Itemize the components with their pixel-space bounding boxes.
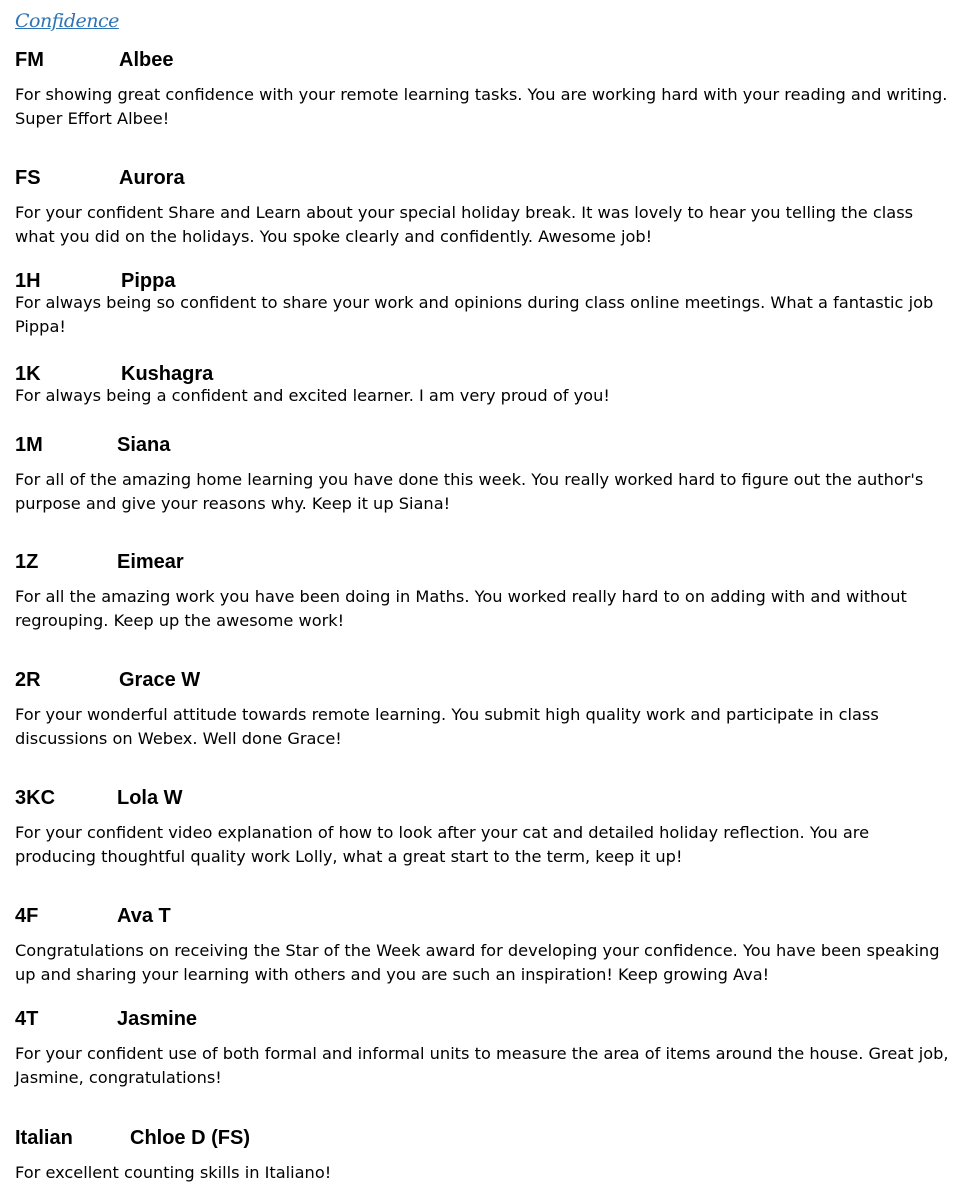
entry-header: [15, 551, 950, 577]
class-code: 4T: [15, 1008, 39, 1030]
entry-header: [15, 167, 950, 193]
student-name: Albee: [119, 49, 174, 71]
award-message: For showing great confidence with your remote learning tasks. You are working hard with your reading and writing. Super Effort Albee!: [15, 85, 948, 128]
class-code: 2R: [15, 669, 41, 691]
award-entry: [15, 434, 950, 516]
student-name: Pippa: [121, 270, 176, 292]
entry-header: [15, 905, 950, 931]
award-message: For your confident use of both formal and informal units to measure the area of items around the house. Great job, Jasmine, congratulations!: [15, 1044, 949, 1087]
class-code: Italian: [15, 1127, 73, 1149]
class-code: 1K: [15, 363, 41, 385]
award-entry: [15, 669, 950, 751]
award-message: For your confident video explanation of how to look after your cat and detailed holiday reflection. You are producing thoughtful quality work Lolly, what a great start to the term, keep it up!: [15, 823, 870, 866]
student-name: Jasmine: [117, 1008, 198, 1030]
entry-header: [15, 270, 950, 296]
award-message: For your wonderful attitude towards remote learning. You submit high quality work and participate in class discussions on Webex. Well done Grace!: [15, 705, 879, 748]
award-message: For excellent counting skills in Italiano!: [15, 1163, 332, 1182]
award-entry: [15, 905, 950, 987]
student-name: Grace W: [119, 669, 201, 691]
award-message: For always being a confident and excited learner. I am very proud of you!: [15, 386, 610, 405]
student-name: Kushagra: [121, 363, 214, 385]
class-code: FS: [15, 167, 41, 189]
entry-header: [15, 49, 950, 75]
award-message: For all the amazing work you have been doing in Maths. You worked really hard to on adding with and without regrouping. Keep up the awesome work!: [15, 587, 907, 630]
student-name: Chloe D (FS): [130, 1127, 250, 1149]
entry-header: [15, 1008, 950, 1034]
award-entry: [15, 1008, 950, 1090]
award-entry: [15, 551, 950, 633]
award-message: Congratulations on receiving the Star of the Week award for developing your confidence. You have been speaking up and sharing your learning with others and you are such an inspiration! Keep growing Ava!: [15, 941, 940, 984]
entry-header: [15, 1127, 950, 1153]
award-entry: [15, 270, 950, 339]
class-code: 4F: [15, 905, 39, 927]
class-code: 1M: [15, 434, 43, 456]
award-entry: [15, 167, 950, 249]
class-code: FM: [15, 49, 44, 71]
award-entry: [15, 1127, 950, 1185]
award-entry: [15, 49, 950, 131]
class-code: 3KC: [15, 787, 56, 809]
student-name: Aurora: [119, 167, 185, 189]
student-name: Lola W: [117, 787, 183, 809]
class-code: 1Z: [15, 551, 39, 573]
student-name: Siana: [117, 434, 171, 456]
class-code: 1H: [15, 270, 41, 292]
entry-header: [15, 363, 950, 389]
entry-header: [15, 669, 950, 695]
entry-header: [15, 434, 950, 460]
award-entry: [15, 787, 950, 869]
award-message: For all of the amazing home learning you have done this week. You really worked hard to figure out the author's purpose and give your reasons why. Keep it up Siana!: [15, 470, 924, 513]
award-entry: [15, 363, 950, 408]
page-title[interactable]: Confidence: [15, 10, 119, 32]
student-name: Ava T: [117, 905, 171, 927]
award-message: For your confident Share and Learn about your special holiday break. It was lovely to hear you telling the class what you did on the holidays. You spoke clearly and confidently. Awesome job!: [15, 203, 914, 246]
award-message: For always being so confident to share your work and opinions during class online meetings. What a fantastic job Pippa!: [15, 293, 934, 336]
student-name: Eimear: [117, 551, 184, 573]
entry-header: [15, 787, 950, 813]
